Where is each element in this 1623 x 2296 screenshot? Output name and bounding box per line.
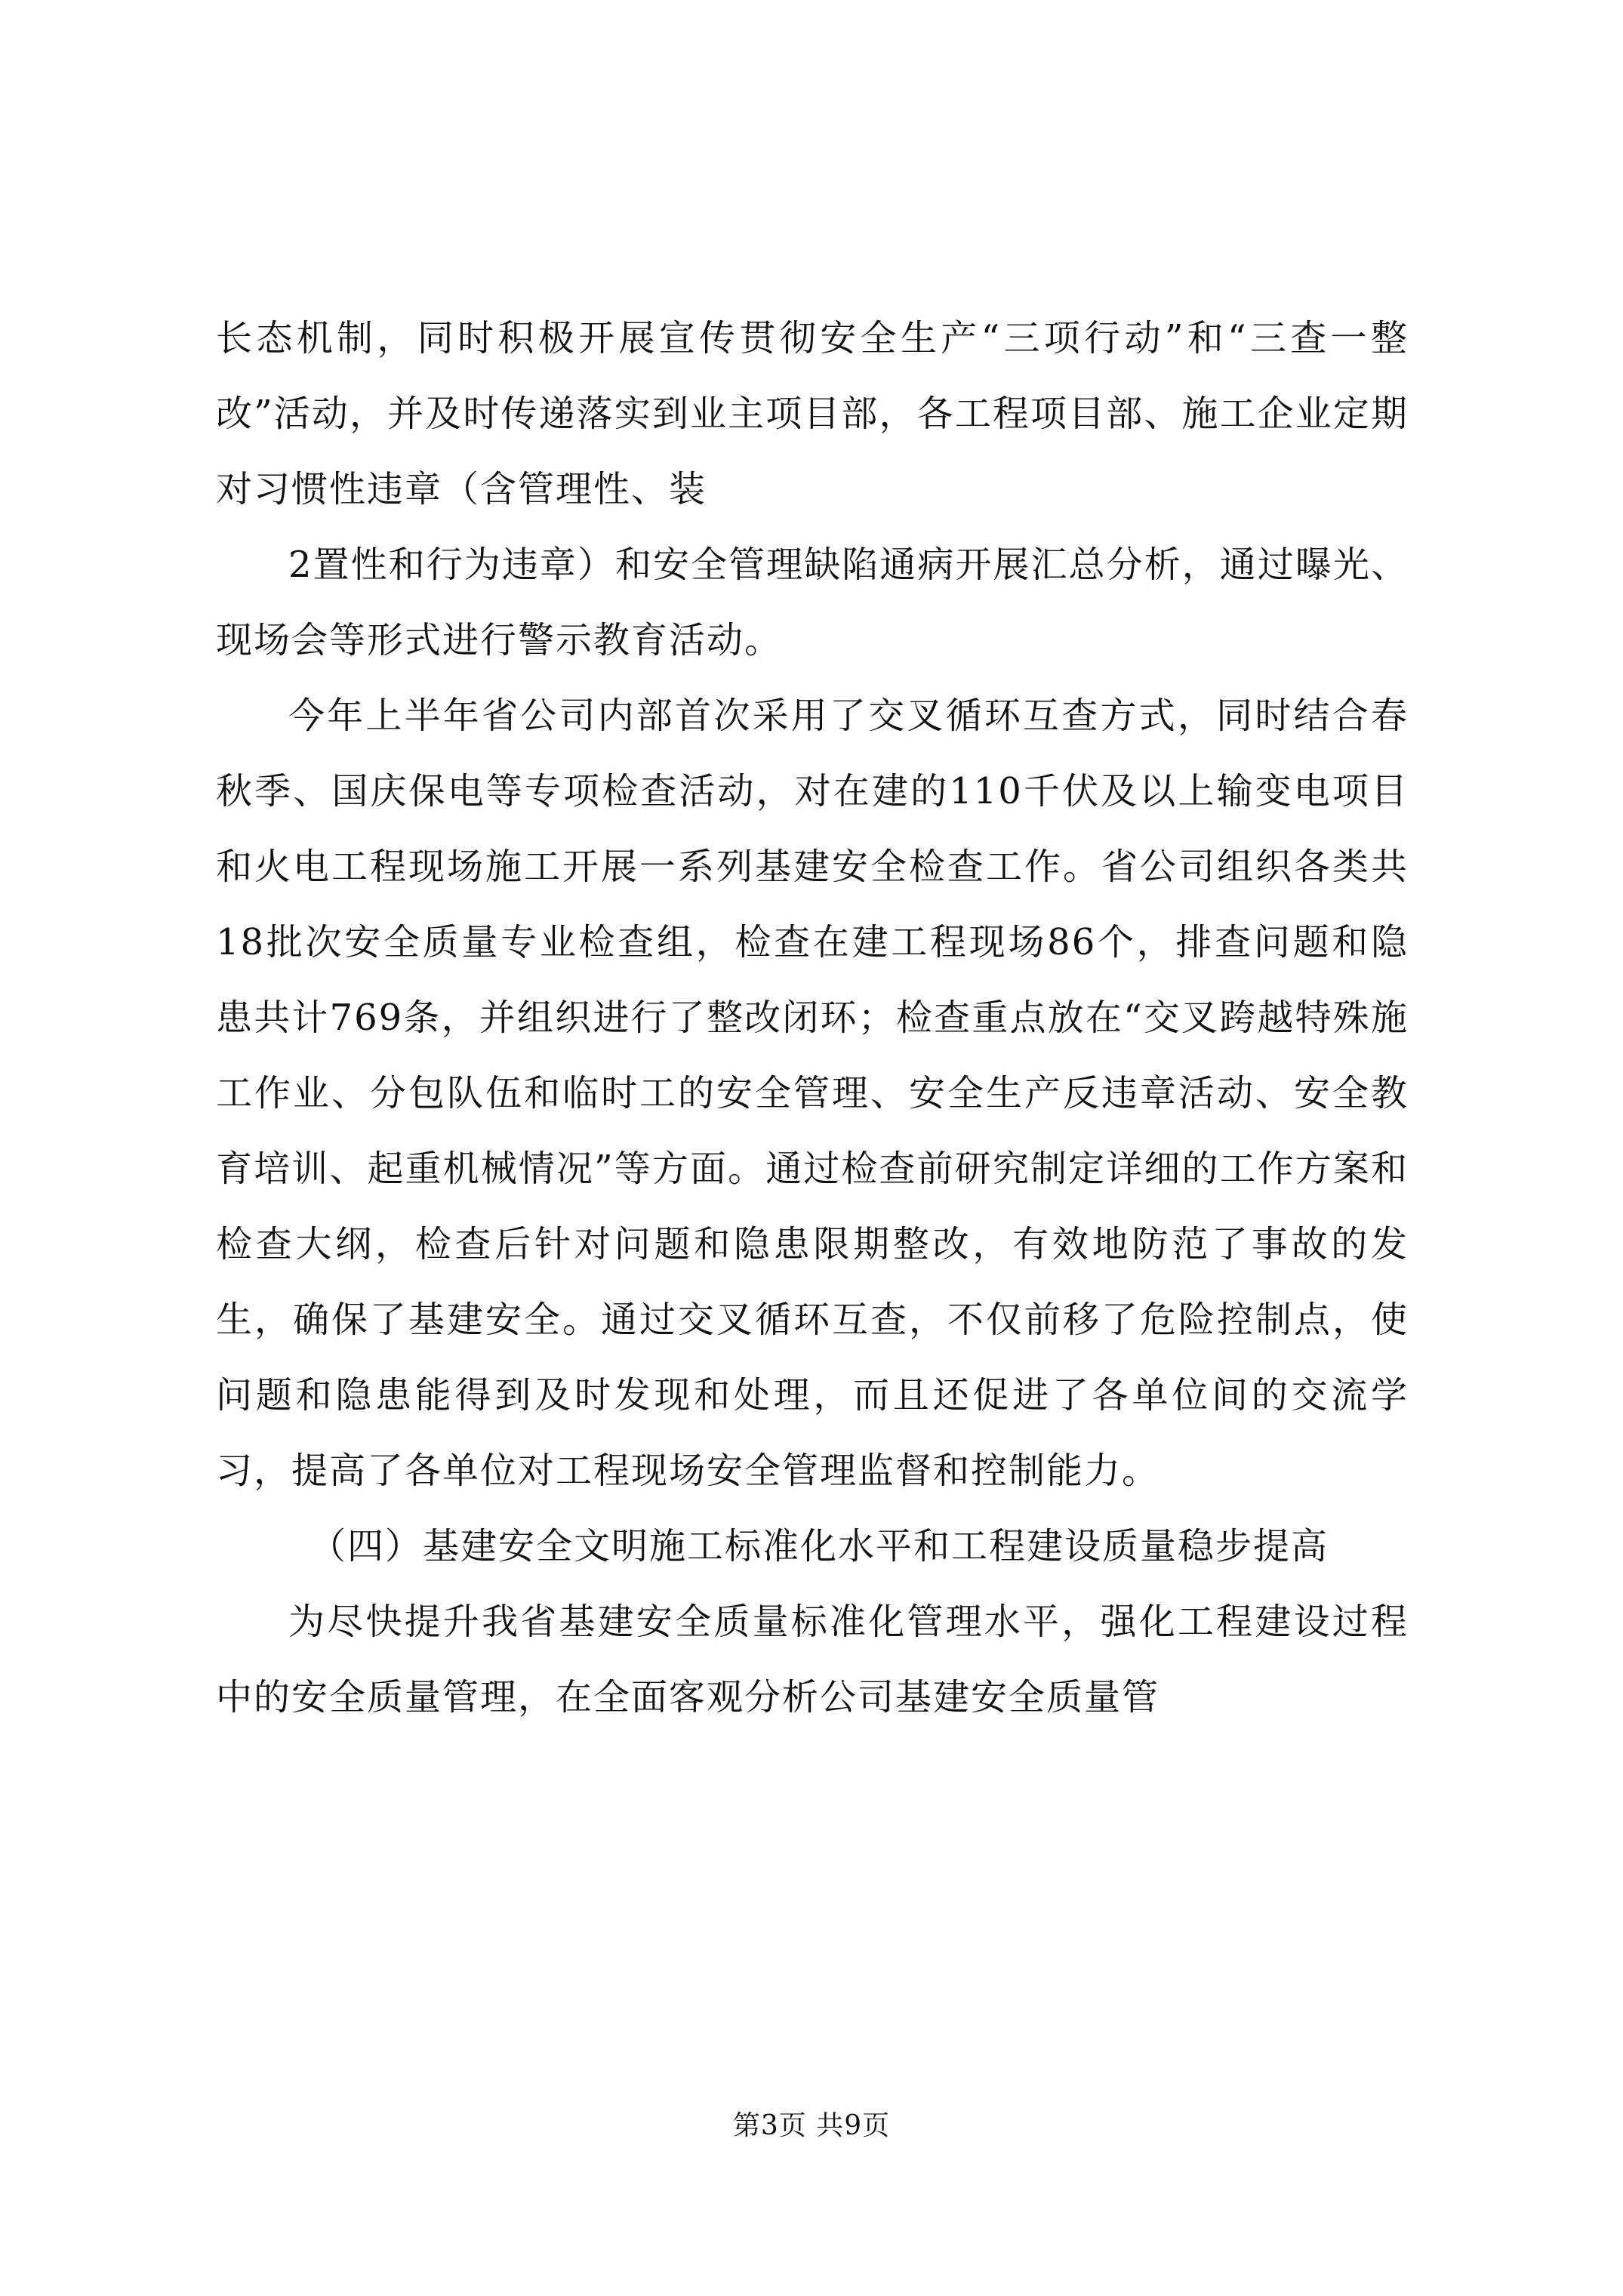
paragraph-2: 2置性和行为违章）和安全管理缺陷通病开展汇总分析，通过曝光、现场会等形式进行警示教育活动。 [216, 544, 1409, 661]
page-footer: 第3页 共9页 [732, 2110, 891, 2141]
section-heading: （四）基建安全文明施工标准化水平和工程建设质量稳步提高 [310, 1525, 1329, 1567]
paragraph-1: 长态机制，同时积极开展宣传贯彻安全生产“三项行动”和“三查一整改”活动，并及时传递落实到业主项目部，各工程项目部、施工企业定期对习惯性违章（含管理性、装 [216, 317, 1409, 510]
document-body [216, 300, 1409, 1735]
paragraph-3: 今年上半年省公司内部首次采用了交叉循环互查方式，同时结合春秋季、国庆保电等专项检查活动，对在建的110千伏及以上输变电项目和火电工程现场施工开展一系列基建安全检查工作。省公司组织各类共18批次安全质量专业检查组，检查在建工程现场86个，排查问题和隐患共计769条，并组织进行了整改闭环；检查重点放在“交叉跨越特殊施工作业、分包队伍和临时工的安全管理、安全生产反违章活动、安全教育培训、起重机械情况”等方面。通过检查前研究制定详细的工作方案和检查大纲，检查后针对问题和隐患限期整改，有效地防范了事故的发生，确保了基建安全。通过交叉循环互查，不仅前移了危险控制点，使问题和隐患能得到及时发现和处理，而且还促进了各单位间的交流学习，提高了各单位对工程现场安全管理监督和控制能力。 [216, 695, 1409, 1492]
paragraph-4: 为尽快提升我省基建安全质量标准化管理水平，强化工程建设过程中的安全质量管理，在全面客观分析公司基建安全质量管 [216, 1601, 1409, 1718]
